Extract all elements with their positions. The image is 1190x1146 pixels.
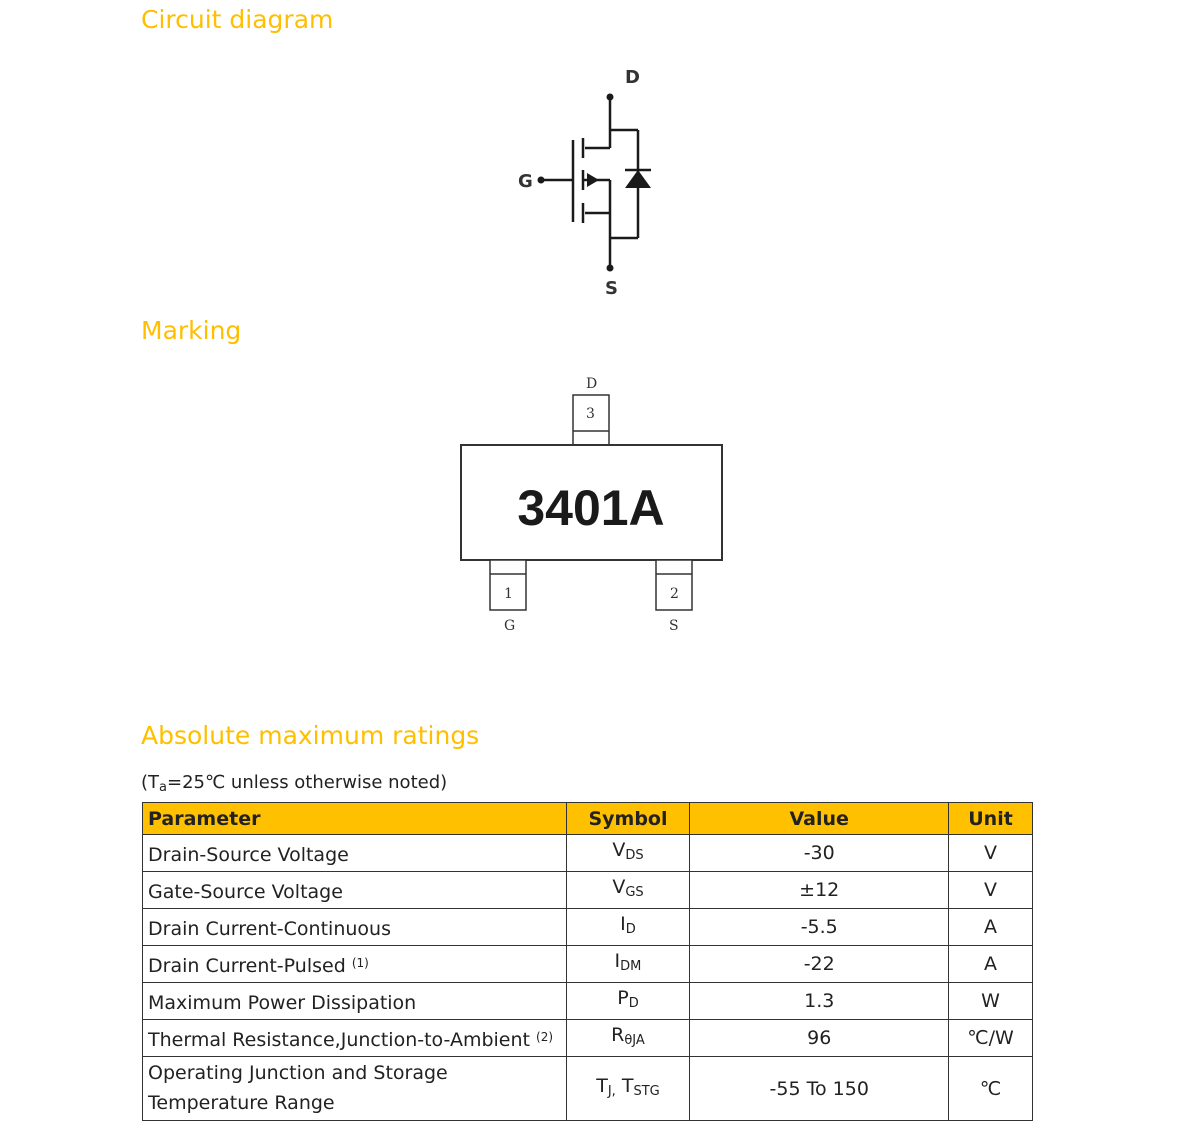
pin3-name: D (586, 376, 598, 392)
table-row (143, 1020, 1033, 1057)
pin2-name: S (669, 618, 679, 634)
marking-title: Marking (141, 316, 242, 345)
table-row (143, 983, 1033, 1020)
unit-cell: W (949, 983, 1033, 1020)
table-row (143, 835, 1033, 872)
ratings-conditions-note: ($T_a=25℃$ unless otherwise noted) (141, 772, 448, 795)
value-cell: ±12 (690, 872, 949, 909)
ratings-table (142, 802, 1033, 1121)
parameter-cell: Gate-Source Voltage (143, 872, 567, 909)
header-symbol: Symbol (566, 803, 690, 835)
unit-cell: V (949, 872, 1033, 909)
symbol-cell: $I_D$ (566, 909, 690, 946)
pin2-number: 2 (670, 586, 679, 602)
symbol-cell: $P_D$ (566, 983, 690, 1020)
mosfet-circuit-symbol (505, 60, 675, 305)
header-unit: Unit (949, 803, 1033, 835)
parameter-cell: Operating Junction and Storage Temperature Range (143, 1057, 567, 1121)
symbol-cell: $T_{J,}$ $T_{STG}$ (566, 1057, 690, 1121)
header-parameter: Parameter (143, 803, 567, 835)
unit-cell: ℃/W (949, 1020, 1033, 1057)
unit-cell: A (949, 946, 1033, 983)
value-cell: -22 (690, 946, 949, 983)
ratings-title: Absolute maximum ratings (141, 721, 480, 750)
parameter-cell: Thermal Resistance,Junction-to-Ambient $^{(2)}$ (143, 1020, 567, 1057)
parameter-cell: Drain-Source Voltage (143, 835, 567, 872)
circuit-diagram-title: Circuit diagram (141, 5, 334, 34)
value-cell: 1.3 (690, 983, 949, 1020)
unit-cell: A (949, 909, 1033, 946)
symbol-cell: $V_{DS}$ (566, 835, 690, 872)
table-row (143, 1057, 1033, 1121)
value-cell: 96 (690, 1020, 949, 1057)
table-header-row (143, 803, 1033, 835)
pin1-number: 1 (504, 586, 513, 602)
unit-cell: ℃ (949, 1057, 1033, 1121)
marking-code: 3401A (517, 480, 665, 536)
pin1-name: G (504, 618, 516, 634)
table-row (143, 872, 1033, 909)
value-cell: -5.5 (690, 909, 949, 946)
unit-cell: V (949, 835, 1033, 872)
value-cell: -30 (690, 835, 949, 872)
value-cell: -55 To 150 (690, 1057, 949, 1121)
parameter-cell: Drain Current-Continuous (143, 909, 567, 946)
pin-s-label: S (605, 278, 618, 299)
table-row (143, 946, 1033, 983)
parameter-cell: Drain Current-Pulsed $^{(1)}$ (143, 946, 567, 983)
header-value: Value (690, 803, 949, 835)
symbol-cell: $I_{DM}$ (566, 946, 690, 983)
sot23-marking-package (455, 370, 735, 640)
table-row (143, 909, 1033, 946)
pin-g-label: G (518, 171, 533, 192)
parameter-cell: Maximum Power Dissipation (143, 983, 567, 1020)
symbol-cell: $V_{GS}$ (566, 872, 690, 909)
pin3-number: 3 (586, 406, 595, 422)
pin-d-label: D (625, 67, 640, 88)
symbol-cell: $R_{\theta JA}$ (566, 1020, 690, 1057)
